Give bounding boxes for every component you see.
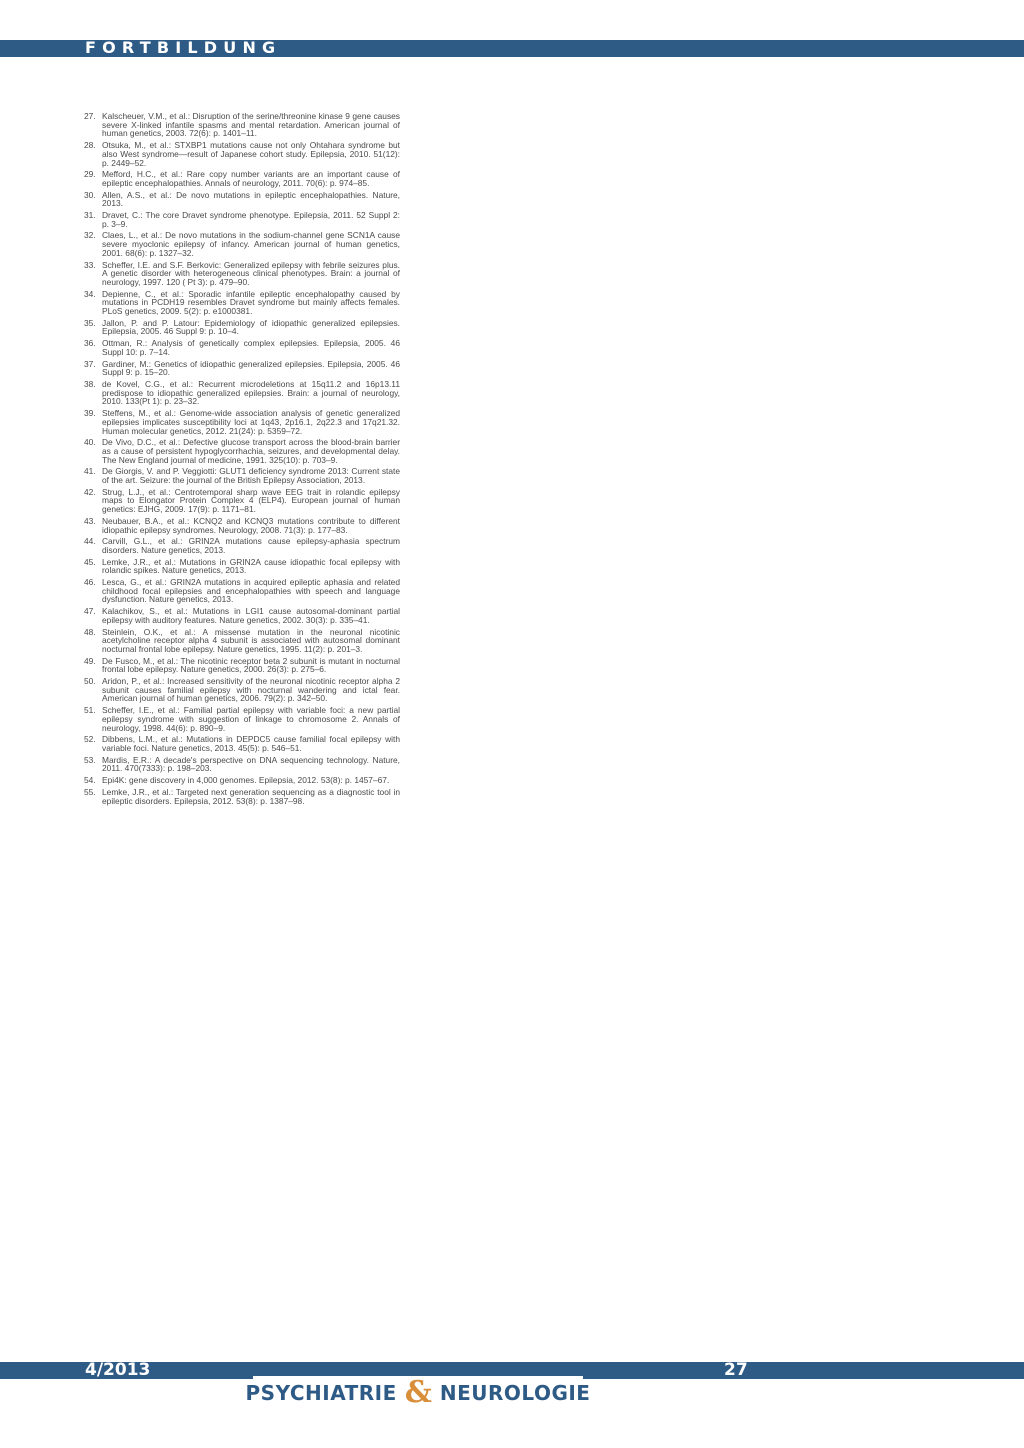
reference-text: Lesca, G., et al.: GRIN2A mutations in acquired epileptic aphasia and related childhood focal epilepsies and encephalopathies with speech and language dysfunction. Nature genetics, 2013. xyxy=(102,577,400,605)
reference-number: 49. xyxy=(84,655,96,666)
reference-item xyxy=(84,558,400,575)
reference-number: 34. xyxy=(84,288,96,299)
reference-text: Gardiner, M.: Genetics of idiopathic generalized epilepsies. Epilepsia, 2005. 46 Suppl 9: p. 15–20. xyxy=(102,358,400,378)
reference-item xyxy=(84,657,400,674)
reference-text: De Giorgis, V. and P. Veggiotti: GLUT1 deficiency syndrome 2013: Current state of the art. Seizure: the journal of the British Epilepsy Association, 2013. xyxy=(102,466,400,486)
reference-item xyxy=(84,756,400,773)
reference-text: De Vivo, D.C., et al.: Defective glucose transport across the blood-brain barrier as a cause of persistent hypoglycorrhachia, seizures, and developmental delay. The New England journal of medicine, 1991. 325(10): p. 703–9. xyxy=(102,437,400,465)
reference-number: 53. xyxy=(84,754,96,765)
reference-text: Lemke, J.R., et al.: Targeted next generation sequencing as a diagnostic tool in epileptic disorders. Epilepsia, 2012. 53(8): p. 1387–98. xyxy=(102,786,400,806)
reference-number: 42. xyxy=(84,486,96,497)
reference-number: 37. xyxy=(84,358,96,369)
reference-item xyxy=(84,607,400,624)
reference-text: Allen, A.S., et al.: De novo mutations in epileptic encephalopathies. Nature, 2013. xyxy=(102,189,400,209)
reference-item xyxy=(84,261,400,287)
reference-item xyxy=(84,380,400,406)
reference-number: 52. xyxy=(84,734,96,745)
reference-item xyxy=(84,467,400,484)
reference-number: 36. xyxy=(84,338,96,349)
journal-logo-word-2: NEUROLOGIE xyxy=(439,1381,591,1405)
reference-item xyxy=(84,537,400,554)
reference-item xyxy=(84,339,400,356)
reference-number: 50. xyxy=(84,676,96,687)
reference-item xyxy=(84,578,400,604)
issue-number: 4/2013 xyxy=(85,1360,151,1380)
reference-text: Lemke, J.R., et al.: Mutations in GRIN2A cause idiopathic focal epilepsy with rolandic spikes. Nature genetics, 2013. xyxy=(102,556,400,576)
reference-item xyxy=(84,170,400,187)
reference-number: 31. xyxy=(84,210,96,221)
reference-item xyxy=(84,788,400,805)
reference-text: Epi4K: gene discovery in 4,000 genomes. Epilepsia, 2012. 53(8): p. 1457–67. xyxy=(102,775,390,786)
reference-item xyxy=(84,677,400,703)
reference-item xyxy=(84,776,400,785)
reference-text: Dravet, C.: The core Dravet syndrome phenotype. Epilepsia, 2011. 52 Suppl 2: p. 3–9. xyxy=(102,210,400,229)
reference-text: Mardis, E.R.: A decade's perspective on DNA sequencing technology. Nature, 2011. 470(7333): p. 198–203. xyxy=(102,754,400,774)
reference-number: 45. xyxy=(84,556,96,567)
reference-text: Kalachikov, S., et al.: Mutations in LGI1 cause autosomal-dominant partial epilepsy with auditory features. Nature genetics, 2002. 30(3): p. 335–41. xyxy=(102,606,400,625)
reference-number: 28. xyxy=(84,140,96,151)
reference-number: 47. xyxy=(84,606,96,617)
journal-logo-word-1: PSYCHIATRIE xyxy=(245,1381,397,1405)
reference-text: Carvill, G.L., et al.: GRIN2A mutations cause epilepsy-aphasia spectrum disorders. Nature genetics, 2013. xyxy=(102,536,400,555)
reference-number: 46. xyxy=(84,577,96,588)
reference-number: 41. xyxy=(84,466,96,477)
reference-text: Ottman, R.: Analysis of genetically complex epilepsies. Epilepsia, 2005. 46 Suppl 10: p. 7–14. xyxy=(102,338,400,357)
reference-text: Steffens, M., et al.: Genome-wide association analysis of genetic generalized epilepsies implicates susceptibility loci at 1q43, 2p16.1, 2q22.3 and 17q21.32. Human molecular genetics, 2012. 21(24): p. 5359–72. xyxy=(102,408,400,436)
journal-logo xyxy=(245,1375,591,1410)
reference-text: de Kovel, C.G., et al.: Recurrent microdeletions at 15q11.2 and 16p13.11 predispose to idiopathic generalized epilepsies. Brain: a journal of neurology, 2010. 133(Pt 1): p. 23–32. xyxy=(102,378,400,407)
reference-text: Mefford, H.C., et al.: Rare copy number variants are an important cause of epileptic encephalopathies. Annals of neurology, 2011. 70(6): p. 974–85. xyxy=(102,169,400,188)
reference-number: 38. xyxy=(84,378,96,389)
reference-text: Claes, L., et al.: De novo mutations in the sodium-channel gene SCN1A cause severe myoclonic epilepsy of infancy. American journal of human genetics, 2001. 68(6): p. 1327–32. xyxy=(102,230,400,258)
reference-item xyxy=(84,735,400,752)
reference-item xyxy=(84,290,400,316)
reference-item xyxy=(84,628,400,654)
reference-item xyxy=(84,488,400,514)
reference-text: Otsuka, M., et al.: STXBP1 mutations cause not only Ohtahara syndrome but also West syndrome—result of Japanese cohort study. Epilepsia, 2010. 51(12): p. 2449–52. xyxy=(102,140,400,168)
reference-item xyxy=(84,211,400,228)
reference-text: Aridon, P., et al.: Increased sensitivity of the neuronal nicotinic receptor alpha 2 subunit causes familial epilepsy with nocturnal wandering and ictal fear. American journal of human genetics, 2006. 79(2): p. 342–50. xyxy=(102,676,400,704)
reference-text: Strug, L.J., et al.: Centrotemporal sharp wave EEG trait in rolandic epilepsy maps to Elongator Protein Complex 4 (ELP4). European journal of human genetics: EJHG, 2009. 17(9): p. 1171–81. xyxy=(102,486,400,515)
reference-number: 33. xyxy=(84,259,96,270)
reference-text: Scheffer, I.E., et al.: Familial partial epilepsy with variable foci: a new partial epilepsy syndrome with suggestion of linkage to chromosome 2. Annals of neurology, 1998. 44(6): p. 890–9. xyxy=(102,705,400,733)
reference-item xyxy=(84,191,400,208)
reference-item xyxy=(84,112,400,138)
reference-number: 55. xyxy=(84,786,96,797)
reference-text: Scheffer, I.E. and S.F. Berkovic: Generalized epilepsy with febrile seizures plus. A genetic disorder with heterogeneous clinical phenotypes. Brain: a journal of neurology, 1997. 120 ( Pt 3): p. 479–90. xyxy=(102,259,400,287)
reference-number: 44. xyxy=(84,536,96,547)
reference-list xyxy=(84,112,400,808)
reference-text: Depienne, C., et al.: Sporadic infantile epileptic encephalopathy caused by mutations in PCDH19 resembles Dravet syndrome but mainly affects females. PLoS genetics, 2009. 5(2): p. e1000381. xyxy=(102,288,400,317)
reference-number: 29. xyxy=(84,169,96,180)
reference-text: De Fusco, M., et al.: The nicotinic receptor beta 2 subunit is mutant in nocturnal frontal lobe epilepsy. Nature genetics, 2000. 26(3): p. 275–6. xyxy=(102,655,400,675)
reference-text: Dibbens, L.M., et al.: Mutations in DEPDC5 cause familial focal epilepsy with variable foci. Nature genetics, 2013. 45(5): p. 546–51. xyxy=(102,734,400,753)
reference-item xyxy=(84,360,400,377)
reference-number: 40. xyxy=(84,437,96,448)
reference-text: Jallon, P. and P. Latour: Epidemiology of idiopathic generalized epilepsies. Epilepsia, 2005. 46 Suppl 9: p. 10–4. xyxy=(102,317,400,337)
reference-number: 54. xyxy=(84,775,96,786)
reference-number: 43. xyxy=(84,515,96,526)
reference-number: 39. xyxy=(84,408,96,419)
reference-number: 35. xyxy=(84,317,96,328)
reference-number: 48. xyxy=(84,626,96,637)
section-title: FORTBILDUNG xyxy=(85,38,282,57)
reference-number: 51. xyxy=(84,705,96,716)
reference-number: 30. xyxy=(84,189,96,200)
reference-item xyxy=(84,231,400,257)
page-number: 27 xyxy=(724,1360,748,1380)
journal-logo-ampersand: & xyxy=(404,1375,432,1410)
reference-item xyxy=(84,517,400,534)
reference-text: Steinlein, O.K., et al.: A missense mutation in the neuronal nicotinic acetylcholine receptor alpha 4 subunit is associated with autosomal dominant nocturnal frontal lobe epilepsy. Nature genetics, 1995. 11(2): p. 201–3. xyxy=(102,626,400,654)
reference-text: Kalscheuer, V.M., et al.: Disruption of the serine/threonine kinase 9 gene causes severe X-linked infantile spasms and mental retardation. American journal of human genetics, 2003. 72(6): p. 1401–11. xyxy=(102,111,400,139)
reference-number: 32. xyxy=(84,230,96,241)
reference-text: Neubauer, B.A., et al.: KCNQ2 and KCNQ3 mutations contribute to different idiopathic epilepsy syndromes. Neurology, 2008. 71(3): p. 177–83. xyxy=(102,515,400,535)
reference-item xyxy=(84,409,400,435)
reference-item xyxy=(84,141,400,167)
reference-item xyxy=(84,438,400,464)
reference-number: 27. xyxy=(84,111,96,121)
reference-item xyxy=(84,319,400,336)
reference-item xyxy=(84,706,400,732)
